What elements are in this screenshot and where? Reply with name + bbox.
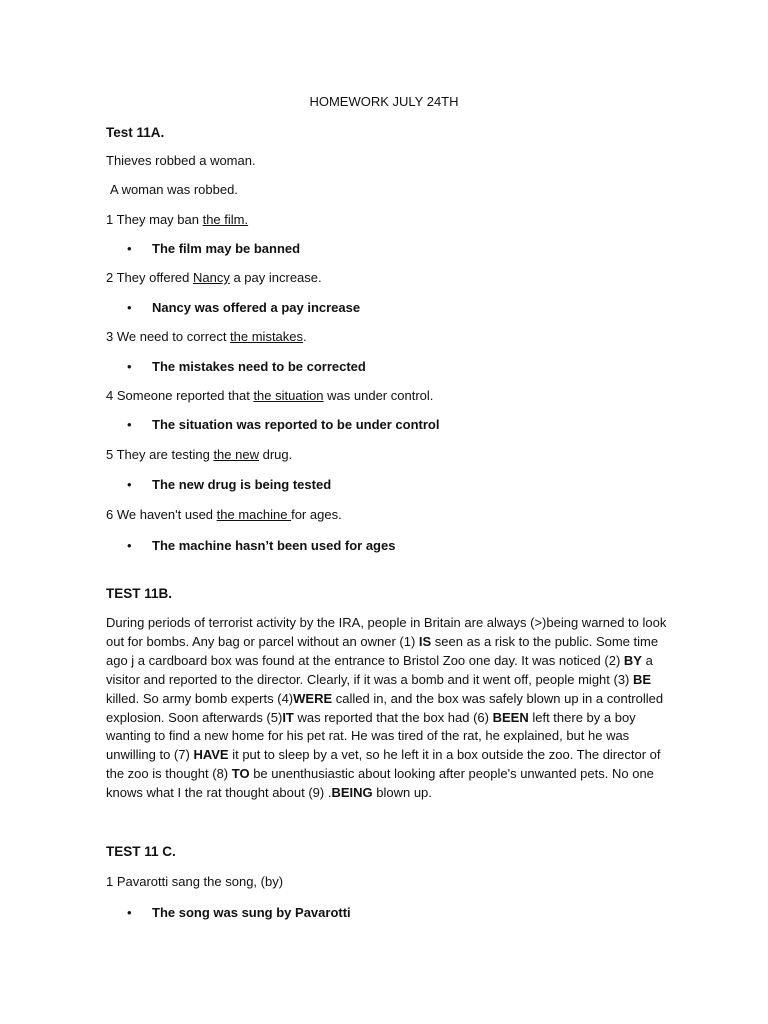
bullet-icon: • [127,359,132,374]
item-text: was under control. [323,388,434,403]
paragraph-text: blown up. [372,785,432,801]
paragraph-text: a [641,652,653,668]
answer-text: The mistakes need to be corrected [152,359,366,374]
item-text: for ages. [291,507,342,522]
exercise-item-3 [106,329,307,344]
item-text: 3 We need to correct [106,329,231,344]
paragraph-text: be unenthusiastic about looking after people's unwanted pets. No one [249,766,654,782]
test-11a-heading: Test 11A. [106,125,165,140]
bullet-icon: • [127,538,132,553]
paragraph-line [106,633,666,652]
paragraph-text: left there by a boy [528,709,636,725]
item-underlined: Nancy [192,270,230,285]
bullet-icon: • [127,300,132,315]
bullet-icon: • [127,241,132,256]
paragraph-text: explosion. Soon afterwards (5) [106,709,283,725]
answer-word: BE [633,671,652,687]
answer-word: IT [282,709,294,725]
item-text: 5 They are testing [106,447,214,462]
bullet-icon: • [127,477,132,492]
item-underlined: the film. [202,212,249,227]
page-title: HOMEWORK JULY 24TH [309,94,459,109]
paragraph-text: visitor and reported to the director. Clearly, if it was a bomb and it went off, people might (3) [106,671,634,687]
exercise-item-c1: 1 Pavarotti sang the song, (by) [106,874,284,889]
answer-word: WERE [293,690,333,706]
answer-word: IS [418,633,432,649]
exercise-item-4 [106,388,433,403]
item-text: 2 They offered [106,270,193,285]
answer-item-2 [127,300,360,315]
paragraph-text: During periods of terrorist activity by the IRA, people in Britain are always (>)being warned to look [106,615,667,630]
paragraph-line [106,690,666,709]
answer-item-3 [127,359,366,374]
test-11b-heading: TEST 11B. [106,586,173,601]
paragraph-text: ago j a cardboard box was found at the entrance to Bristol Zoo one day. It was noticed (2) [106,652,624,668]
item-text: a pay increase. [229,270,322,285]
paragraph-line [106,652,666,671]
answer-word: BEING [331,785,373,801]
answer-word: HAVE [193,747,229,763]
answer-word: TO [231,766,250,782]
item-underlined: the machine [216,507,292,522]
paragraph-line [106,671,666,690]
bullet-icon: • [127,905,132,920]
paragraph-text: the zoo is thought (8) [106,766,232,782]
answer-text: Nancy was offered a pay increase [152,300,361,315]
item-text: drug. [258,447,293,462]
exercise-item-2 [106,270,322,285]
test-11b-paragraph [106,614,666,803]
bullet-icon: • [127,417,132,432]
answer-text: The film may be banned [152,241,301,256]
item-underlined: the situation [253,388,324,403]
example-passive-sentence: A woman was robbed. [110,182,238,197]
exercise-item-5 [106,447,292,462]
paragraph-line [106,746,666,765]
paragraph-line [106,765,666,784]
paragraph-text: knows what I the rat thought about (9) . [106,785,332,801]
exercise-item-1 [106,212,248,227]
item-text: . [303,329,307,344]
answer-item-4 [127,417,439,432]
exercise-item-6 [106,507,342,522]
paragraph-text: wanting to find a new home for his pet rat. He was tired of the rat, he explained, but he was [106,728,630,744]
paragraph-text: it put to sleep by a vet, so he left it in a box outside the zoo. The director of [228,747,661,763]
paragraph-text: called in, and the box was safely blown up in a controlled [332,690,664,706]
item-text: 6 We haven't used [106,507,217,522]
answer-word: BEEN [492,709,529,725]
item-underlined: the new [213,447,259,462]
paragraph-line [106,614,666,633]
answer-text: The new drug is being tested [152,477,332,492]
paragraph-text: killed. So army bomb experts (4) [106,690,294,706]
paragraph-line [106,784,666,803]
paragraph-text: seen as a risk to the public. Some time [431,633,659,649]
item-text: 1 They may ban [106,212,203,227]
answer-word: BY [623,652,642,668]
paragraph-line [106,709,666,728]
answer-item-5 [127,477,331,492]
answer-text: The song was sung by Pavarotti [152,905,351,920]
paragraph-text: was reported that the box had (6) [293,709,493,725]
test-11c-heading: TEST 11 C. [106,844,176,859]
answer-item-6 [127,538,395,553]
paragraph-text: out for bombs. Any bag or parcel without an owner (1) [106,633,419,649]
answer-text: The machine hasn’t been used for ages [152,538,396,553]
paragraph-text: unwilling to (7) [106,747,194,763]
answer-text: The situation was reported to be under control [152,417,440,432]
answer-item-c1 [127,905,351,920]
paragraph-line [106,727,666,746]
example-active-sentence: Thieves robbed a woman. [106,153,256,168]
item-underlined: the mistakes [230,329,304,344]
answer-item-1 [127,241,300,256]
item-text: 4 Someone reported that [106,388,254,403]
